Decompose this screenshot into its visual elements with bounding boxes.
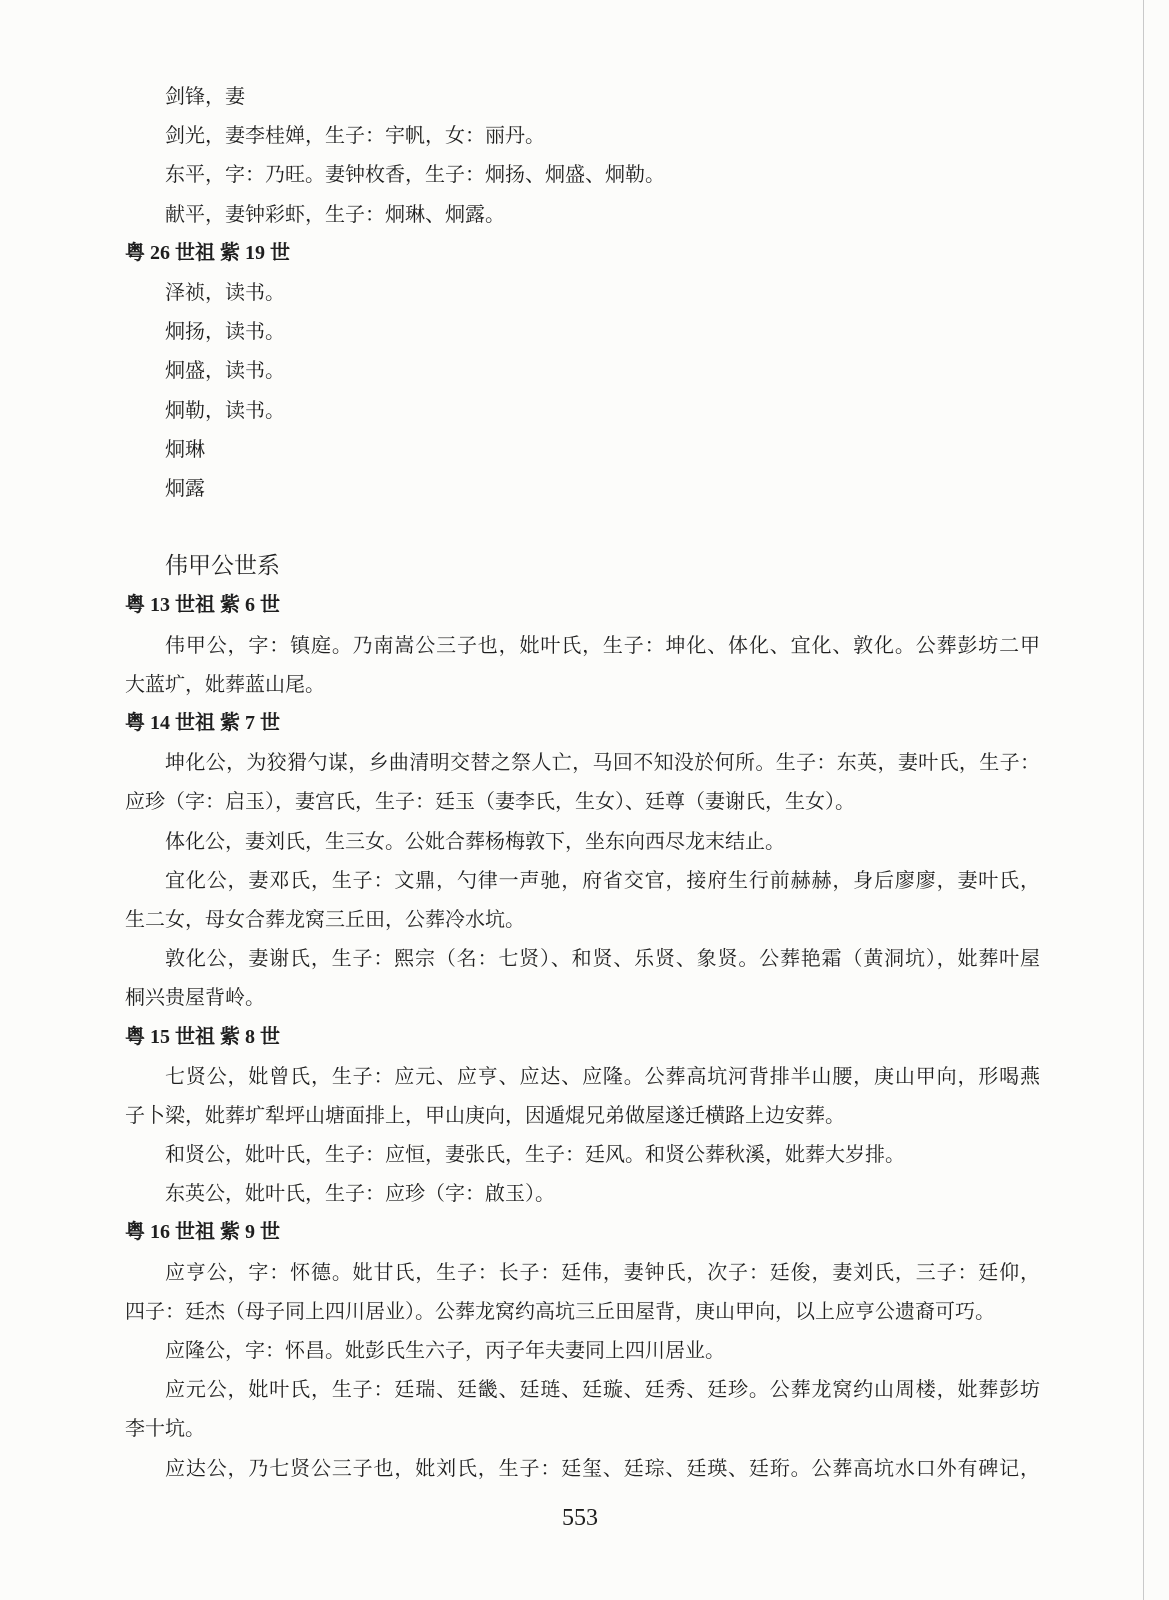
- entry-dongying: [125, 1174, 1040, 1213]
- entry-line: 炯琳: [165, 436, 205, 461]
- entry-yingda: [125, 1449, 1040, 1488]
- entry-line: 和贤公，妣叶氏，生子：应恒，妻张氏，生子：廷风。和贤公葬秋溪，妣葬大岁排。: [165, 1142, 905, 1167]
- generation-heading-16: 粤 16 世祖 紫 9 世: [125, 1221, 280, 1244]
- entry-line: 敦化公，妻谢氏，生子：熙宗（名：七贤）、和贤、乐贤、象贤。公葬艳霜（黄洞坑），妣葬叶屋: [165, 946, 1040, 971]
- entry-line: 应亨公，字：怀德。妣甘氏，生子：长子：廷伟，妻钟氏，次子：廷俊，妻刘氏，三子：廷仰，: [165, 1259, 1040, 1284]
- entry-line: 应隆公，字：怀昌。妣彭氏生六子，丙子年夫妻同上四川居业。: [165, 1338, 725, 1362]
- entry-line: 应达公，乃七贤公三子也，妣刘氏，生子：廷玺、廷琮、廷瑛、廷珩。公葬高坑水口外有碑记，: [165, 1455, 1040, 1480]
- entry-line: 桐兴贵屋背岭。: [125, 985, 265, 1010]
- entry-yingheng: [125, 1253, 1040, 1331]
- entry-line: 大蓝圹，妣葬蓝山尾。: [125, 671, 325, 696]
- generation-heading-26: 粤 26 世祖 紫 19 世: [125, 241, 290, 264]
- entry-yihua: [125, 861, 1040, 939]
- entry-line: 炯露: [165, 475, 205, 500]
- entry-hexian: [125, 1135, 1040, 1174]
- entry-line: 应元公，妣叶氏，生子：廷瑞、廷畿、廷琏、廷璇、廷秀、廷珍。公葬龙窝约山周楼，妣葬彭坊: [165, 1377, 1040, 1402]
- entry-line: 伟甲公，字：镇庭。乃南嵩公三子也，妣叶氏，生子：坤化、体化、宜化、敦化。公葬彭坊二甲: [165, 632, 1040, 657]
- page-body: [125, 77, 1040, 1488]
- entry-dongping: [125, 155, 1040, 194]
- entry-dunhua: [125, 939, 1040, 1017]
- section-title: 伟甲公世系: [165, 553, 280, 580]
- entry-tihua: [125, 822, 1040, 861]
- entry-yingyuan: [125, 1370, 1040, 1448]
- entry-line: 李十坑。: [125, 1416, 205, 1441]
- generation-heading-14: 粤 14 世祖 紫 7 世: [125, 712, 280, 734]
- generation-heading-15: 粤 15 世祖 紫 8 世: [125, 1025, 280, 1048]
- entry-jianguang: [125, 116, 1040, 155]
- entry-line: 炯盛，读书。: [165, 358, 285, 383]
- entry-line: 东英公，妣叶氏，生子：应珍（字：啟玉）。: [165, 1181, 555, 1206]
- entry-line: 坤化公，为狡猾勺谋，乡曲清明交替之祭人亡，马回不知没於何所。生子：东英，妻叶氏，生子：: [165, 750, 1040, 775]
- entry-line: 献平，妻钟彩虾，生子：炯琳、炯露。: [165, 201, 505, 226]
- entry-line: 七贤公，妣曾氏，生子：应元、应亨、应达、应隆。公葬高坑河背排半山腰，庚山甲向，形喝燕: [165, 1063, 1040, 1088]
- entry-line: 炯勒，读书。: [165, 397, 285, 422]
- page-edge: [1143, 0, 1144, 1600]
- entry-kunhua: [125, 743, 1040, 821]
- entry-line: 剑锋，妻: [165, 84, 245, 108]
- entry-line: 体化公，妻刘氏，生三女。公妣合葬杨梅敦下，坐东向西尽龙末结止。: [165, 828, 785, 853]
- entry-line: 四子：廷杰（母子同上四川居业）。公葬龙窝约高坑三丘田屋背，庚山甲向，以上应亨公遗裔可巧。: [125, 1298, 995, 1323]
- generation-heading-13: 粤 13 世祖 紫 6 世: [125, 594, 280, 617]
- entry-line: 炯扬，读书。: [165, 319, 285, 344]
- entry-weijia: [125, 626, 1040, 704]
- entry-xianping: [125, 195, 1040, 234]
- entry-qixian: [125, 1057, 1040, 1135]
- entry-line: 应珍（字：启玉），妻宫氏，生子：廷玉（妻李氏，生女）、廷尊（妻谢氏，生女）。: [125, 789, 855, 814]
- entry-jianfeng: [125, 77, 1040, 116]
- entry-yinglong: [125, 1331, 1040, 1370]
- entry-line: 剑光，妻李桂婵，生子：宇帆，女：丽丹。: [165, 123, 545, 148]
- entry-line: 泽祯，读书。: [165, 279, 285, 304]
- page-number: 553: [562, 1505, 598, 1531]
- entry-line: 宜化公，妻邓氏，生子：文鼎，勺律一声驰，府省交官，接府生行前赫赫，身后廖廖，妻叶氏，: [165, 867, 1040, 892]
- entry-line: 子卜梁，妣葬圹犁坪山塘面排上，甲山庚向，因遁焜兄弟做屋遂迁横路上边安葬。: [125, 1102, 845, 1127]
- entry-line: 生二女，母女合葬龙窝三丘田，公葬冷水坑。: [125, 906, 525, 931]
- entry-line: 东平，字：乃旺。妻钟枚香，生子：炯扬、炯盛、炯勒。: [165, 162, 665, 187]
